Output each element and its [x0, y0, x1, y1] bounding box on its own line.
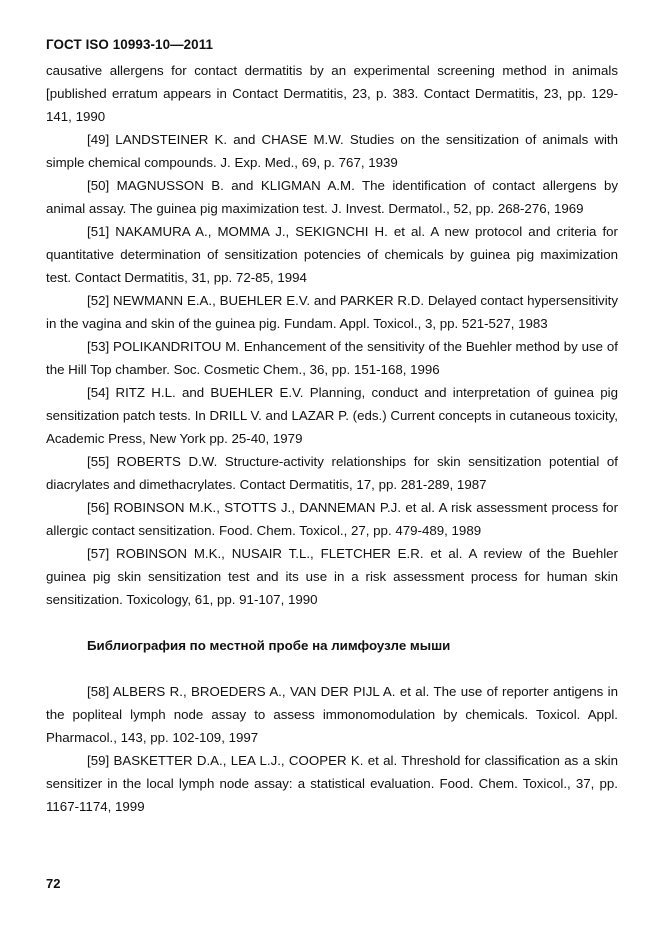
reference-entry: [49] LANDSTEINER K. and CHASE M.W. Studies on the sensitization of animals with simple chemical compounds. J. Exp. Med., 69, p. 767, 1939	[46, 132, 618, 170]
reference-entry: [51] NAKAMURA A., MOMMA J., SEKIGNCHI H. et al. A new protocol and criteria for quantitative determination of sensitization potencies of chemicals by guinea pig maximization test. Contact Dermatitis, 31, pp. 72-85, 1994	[46, 224, 618, 285]
standard-header: ГОСТ ISO 10993-10—2011	[46, 37, 214, 52]
reference-entry: [52] NEWMANN E.A., BUEHLER E.V. and PARKER R.D. Delayed contact hypersensitivity in the vagina and skin of the guinea pig. Fundam. Appl. Toxicol., 3, pp. 521-527, 1983	[46, 293, 618, 331]
reference-entry: [53] POLIKANDRITOU M. Enhancement of the sensitivity of the Buehler method by use of the Hill Top chamber. Soc. Cosmetic Chem., 36, pp. 151-168, 1996	[46, 339, 618, 377]
bibliography-content	[46, 59, 618, 818]
reference-entry: [58] ALBERS R., BROEDERS A., VAN DER PIJL A. et al. The use of reporter antigens in the popliteal lymph node assay to assess immonomodulation by chemicals. Toxicol. Appl. Pharmacol., 143, pp. 102-109, 1997	[46, 684, 618, 745]
section-heading: Библиография по местной пробе на лимфоузле мыши	[87, 638, 451, 653]
reference-entry: [57] ROBINSON M.K., NUSAIR T.L., FLETCHER E.R. et al. A review of the Buehler guinea pig skin sensitization test and its use in a risk assessment process for human skin sensitization. Toxicology, 61, pp. 91-107, 1990	[46, 546, 618, 607]
reference-entry: [55] ROBERTS D.W. Structure-activity relationships for skin sensitization potential of diacrylates and dimethacrylates. Contact Dermatitis, 17, pp. 281-289, 1987	[46, 454, 618, 492]
reference-entry: [59] BASKETTER D.A., LEA L.J., COOPER K. et al. Threshold for classification as a skin sensitizer in the local lymph node assay: a statistical evaluation. Food. Chem. Toxicol., 37, pp. 1167-1174, 1999	[46, 753, 618, 814]
reference-entry: [56] ROBINSON M.K., STOTTS J., DANNEMAN P.J. et al. A risk assessment process for allergic contact sensitization. Food. Chem. Toxicol., 27, pp. 479-489, 1989	[46, 500, 618, 538]
spacer	[46, 611, 618, 634]
spacer	[46, 657, 618, 680]
reference-continuation: causative allergens for contact dermatitis by an experimental screening method in animals [published erratum appears in Contact Dermatitis, 23, p. 383. Contact Dermatitis, 23, pp. 129-141, 1990	[46, 63, 618, 124]
reference-entry: [54] RITZ H.L. and BUEHLER E.V. Planning, conduct and interpretation of guinea pig sensitization patch tests. In DRILL V. and LAZAR P. (eds.) Current concepts in cutaneous toxicity, Academic Press, New York pp. 25-40, 1979	[46, 385, 618, 446]
page-number: 72	[46, 876, 61, 891]
reference-entry: [50] MAGNUSSON B. and KLIGMAN A.M. The identification of contact allergens by animal assay. The guinea pig maximization test. J. Invest. Dermatol., 52, pp. 268-276, 1969	[46, 178, 618, 216]
